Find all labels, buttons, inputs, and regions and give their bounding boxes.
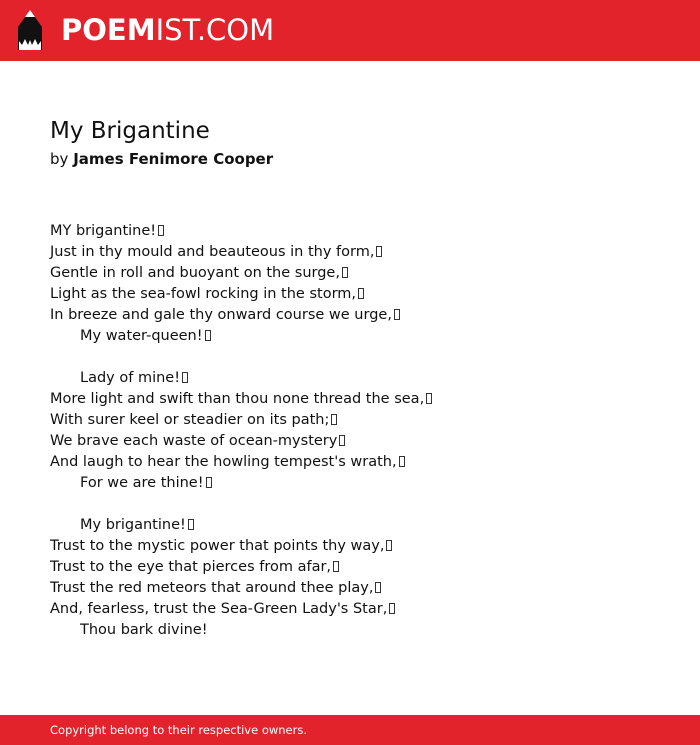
- poem-line: [50, 536, 670, 557]
- stanza-break: [50, 494, 670, 515]
- poem-line-text: Just in thy mould and beauteous in thy form,: [50, 244, 375, 260]
- logo-text: [61, 9, 274, 51]
- poem-line-text: Gentle in roll and buoyant on the surge,: [50, 265, 340, 281]
- poem-line-text: And laugh to hear the howling tempest's wrath,: [50, 454, 397, 470]
- missing-glyph-icon: [206, 477, 212, 488]
- missing-glyph-icon: [339, 435, 345, 446]
- missing-glyph-icon: [399, 456, 405, 467]
- missing-glyph-icon: [386, 540, 392, 551]
- missing-glyph-icon: [358, 288, 364, 299]
- missing-glyph-icon: [158, 225, 164, 236]
- copyright-text: Copyright belong to their respective owners.: [50, 723, 308, 737]
- poem-line: [50, 389, 670, 410]
- poem-line: [50, 368, 670, 389]
- missing-glyph-icon: [342, 267, 348, 278]
- poem-line: [50, 620, 670, 641]
- missing-glyph-icon: [375, 582, 381, 593]
- poem-line: [50, 473, 670, 494]
- poem-line: [50, 557, 670, 578]
- poem-line-text: With surer keel or steadier on its path;: [50, 412, 330, 428]
- poem-line-text: Thou bark divine!: [80, 622, 208, 638]
- poem-line: [50, 263, 670, 284]
- poem-line-text: We brave each waste of ocean-mystery: [50, 433, 338, 449]
- poem-line: [50, 578, 670, 599]
- logo-text-bold: POEM: [61, 13, 156, 47]
- poem-line: [50, 305, 670, 326]
- site-footer: [0, 715, 700, 745]
- missing-glyph-icon: [333, 561, 339, 572]
- missing-glyph-icon: [376, 246, 382, 257]
- poem-line: [50, 431, 670, 452]
- poem-line-text: For we are thine!: [80, 475, 204, 491]
- poem-line-text: And, fearless, trust the Sea-Green Lady's Star,: [50, 601, 388, 617]
- poem-line: [50, 221, 670, 242]
- poem-title: My Brigantine: [50, 118, 210, 144]
- poem-content: [50, 116, 670, 641]
- stanza-break: [50, 347, 670, 368]
- poem-line-text: Lady of mine!: [80, 370, 181, 386]
- poem-line: [50, 326, 670, 347]
- poem-line-text: In breeze and gale thy onward course we urge,: [50, 307, 392, 323]
- byline-prefix: by: [50, 150, 69, 168]
- missing-glyph-icon: [426, 393, 432, 404]
- poem-line: [50, 242, 670, 263]
- missing-glyph-icon: [182, 372, 188, 383]
- missing-glyph-icon: [394, 309, 400, 320]
- poem-body: [50, 221, 670, 641]
- poem-line: [50, 452, 670, 473]
- logo-text-light: IST.COM: [155, 13, 275, 47]
- missing-glyph-icon: [205, 330, 211, 341]
- site-header: [0, 0, 700, 61]
- site-logo[interactable]: [16, 9, 274, 51]
- poem-line-text: Trust to the mystic power that points thy way,: [50, 538, 385, 554]
- poem-line-text: Trust the red meteors that around thee play,: [50, 580, 374, 596]
- poem-line-text: My water-queen!: [80, 328, 203, 344]
- missing-glyph-icon: [331, 414, 337, 425]
- poem-line: [50, 515, 670, 536]
- poem-line-text: MY brigantine!: [50, 223, 157, 239]
- poem-line-text: More light and swift than thou none thread the sea,: [50, 391, 425, 407]
- pencil-icon: [16, 9, 44, 51]
- missing-glyph-icon: [389, 603, 395, 614]
- poem-line: [50, 284, 670, 305]
- poem-byline: [50, 148, 670, 170]
- missing-glyph-icon: [188, 519, 194, 530]
- poem-line-text: Trust to the eye that pierces from afar,: [50, 559, 332, 575]
- poem-author[interactable]: James Fenimore Cooper: [73, 150, 274, 168]
- poem-line: [50, 599, 670, 620]
- poem-line-text: Light as the sea-fowl rocking in the storm,: [50, 286, 357, 302]
- poem-line-text: My brigantine!: [80, 517, 186, 533]
- poem-line: [50, 410, 670, 431]
